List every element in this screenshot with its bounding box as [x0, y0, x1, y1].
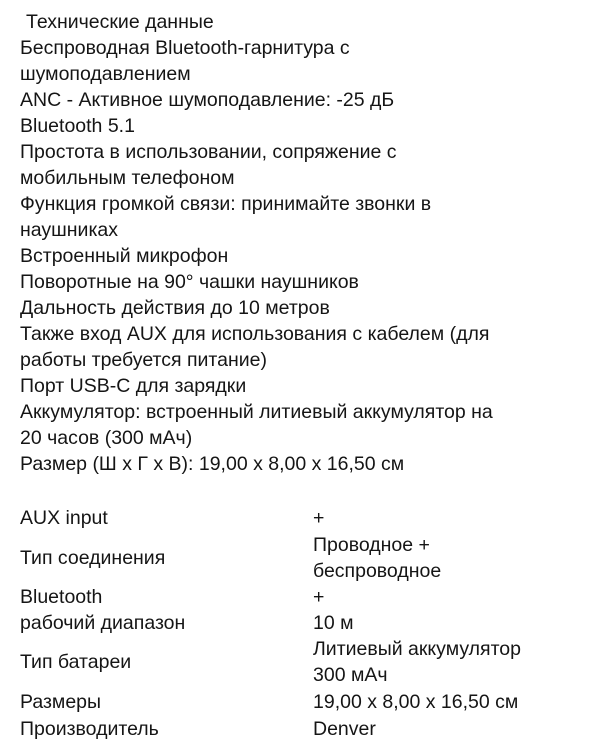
spec-value	[313, 532, 590, 584]
section-title: Технические данные	[26, 11, 214, 33]
spec-row-connection-type	[20, 532, 590, 584]
spec-label: рабочий диапазон	[20, 612, 186, 634]
description-line: Поворотные на 90° чашки наушников	[20, 271, 359, 293]
spec-value-line: +	[313, 586, 325, 608]
spec-value-line: беспроводное	[313, 560, 442, 582]
spec-value	[313, 610, 590, 636]
spec-value-line: 19,00 x 8,00 x 16,50 см	[313, 691, 519, 713]
spec-value-line: 300 мАч	[313, 664, 388, 686]
description-line: Bluetooth 5.1	[20, 115, 135, 137]
spec-value	[313, 504, 590, 532]
description-line: Встроенный микрофон	[20, 245, 229, 267]
spec-row-bluetooth	[20, 584, 590, 610]
spec-label: Bluetooth	[20, 586, 103, 608]
description-line: наушниках	[20, 219, 119, 241]
description-line: Аккумулятор: встроенный литиевый аккумулятор на	[20, 401, 493, 423]
description-line: Функция громкой связи: принимайте звонки в	[20, 193, 432, 215]
spec-label: Размеры	[20, 691, 102, 713]
spec-value	[313, 688, 590, 716]
description-line: ANC - Активное шумоподавление: -25 дБ	[20, 89, 395, 111]
spec-label: Производитель	[20, 718, 159, 740]
description-line: Размер (Ш x Г x В): 19,00 x 8,00 x 16,50 см	[20, 453, 405, 475]
description-line: мобильным телефоном	[20, 167, 235, 189]
spec-value	[313, 716, 590, 742]
spec-value-line: +	[313, 507, 325, 529]
spec-row-dimensions	[20, 688, 590, 716]
description-line: Порт USB-C для зарядки	[20, 375, 247, 397]
spec-label: Тип соединения	[20, 547, 166, 569]
spec-row-operating-range	[20, 610, 590, 636]
spec-value	[313, 584, 590, 610]
description-line: Беспроводная Bluetooth-гарнитура с	[20, 37, 350, 59]
description-line: шумоподавлением	[20, 63, 191, 85]
spec-row-manufacturer	[20, 716, 590, 742]
description-line: Также вход AUX для использования с кабелем (для	[20, 323, 490, 345]
spec-value	[313, 636, 590, 688]
spec-value-line: 10 м	[313, 612, 354, 634]
spec-value-line: Denver	[313, 718, 376, 740]
description-line: работы требуется питание)	[20, 349, 267, 371]
spec-row-aux-input	[20, 504, 590, 532]
description-line: Дальность действия до 10 метров	[20, 297, 330, 319]
description-line: Простота в использовании, сопряжение с	[20, 141, 397, 163]
spec-row-battery-type	[20, 636, 590, 688]
spec-value-line: Проводное +	[313, 534, 430, 556]
spec-value-line: Литиевый аккумулятор	[313, 638, 521, 660]
description-line: 20 часов (300 мАч)	[20, 427, 193, 449]
technical-description	[20, 9, 590, 477]
spec-label: Тип батареи	[20, 651, 132, 673]
spec-table	[20, 504, 590, 742]
spec-label: AUX input	[20, 507, 108, 529]
